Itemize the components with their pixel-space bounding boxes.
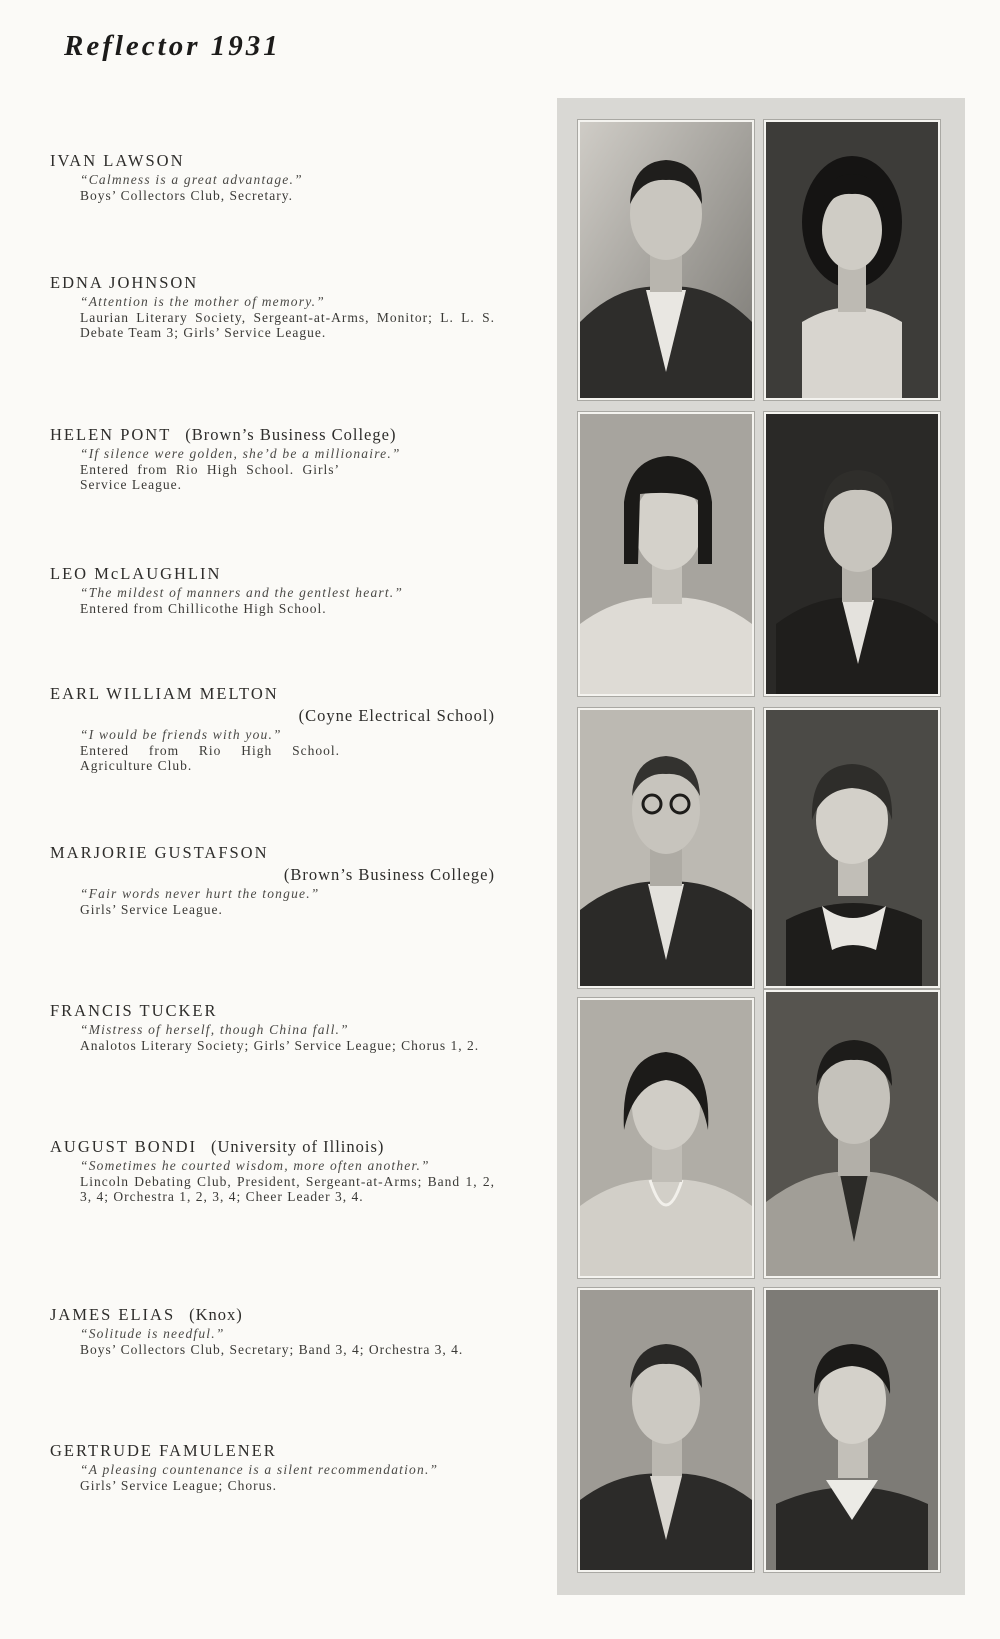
student-activities: Entered from Chillicothe High School. bbox=[80, 601, 327, 616]
student-photo bbox=[764, 708, 940, 988]
student-quote: “Sometimes he courted wisdom, more often another.” bbox=[80, 1158, 430, 1173]
student-photo bbox=[764, 1288, 940, 1572]
student-college: (Brown’s Business College) bbox=[185, 425, 397, 444]
student-activities: Entered from Rio High School. Girls’ Service League. bbox=[80, 462, 340, 492]
student-name: JAMES ELIAS bbox=[50, 1305, 176, 1324]
student-entry bbox=[50, 150, 495, 203]
student-entry bbox=[50, 1440, 495, 1493]
student-activities: Girls’ Service League; Chorus. bbox=[80, 1478, 277, 1493]
student-quote: “Mistress of herself, though China fall.” bbox=[80, 1022, 349, 1037]
student-photo bbox=[764, 412, 940, 696]
student-activities: Boys’ Collectors Club, Secretary. bbox=[80, 188, 293, 203]
student-activities: Analotos Literary Society; Girls’ Service League; Chorus 1, 2. bbox=[80, 1038, 480, 1053]
student-photo bbox=[764, 990, 940, 1278]
student-activities: Laurian Literary Society, Sergeant-at-Arms, Monitor; L. L. S. Debate Team 3; Girls’ Service League. bbox=[80, 310, 495, 340]
student-name: HELEN PONT bbox=[50, 425, 172, 444]
student-name: GERTRUDE FAMULENER bbox=[50, 1441, 277, 1460]
student-photo bbox=[578, 1288, 754, 1572]
student-entry bbox=[50, 1000, 495, 1053]
student-name: FRANCIS TUCKER bbox=[50, 1001, 218, 1020]
student-activities: Boys’ Collectors Club, Secretary; Band 3, 4; Orchestra 3, 4. bbox=[80, 1342, 464, 1357]
student-name: IVAN LAWSON bbox=[50, 151, 185, 170]
student-activities: Lincoln Debating Club, President, Sergeant-at-Arms; Band 1, 2, 3, 4; Orchestra 1, 2, 3, 4; Cheer Leader 3, 4. bbox=[80, 1174, 495, 1204]
student-name: LEO McLAUGHLIN bbox=[50, 564, 222, 583]
student-quote: “Solitude is needful.” bbox=[80, 1326, 225, 1341]
student-activities: Entered from Rio High School. Agriculture Club. bbox=[80, 743, 340, 773]
student-entry bbox=[50, 424, 495, 492]
student-quote: “I would be friends with you.” bbox=[80, 727, 282, 742]
student-entry bbox=[50, 683, 495, 773]
student-entry bbox=[50, 272, 495, 340]
student-photo bbox=[578, 120, 754, 400]
student-quote: “Fair words never hurt the tongue.” bbox=[80, 886, 320, 901]
page-title: Reflector 1931 bbox=[64, 30, 281, 62]
student-quote: “Attention is the mother of memory.” bbox=[80, 294, 325, 309]
student-quote: “If silence were golden, she’d be a millionaire.” bbox=[80, 446, 401, 461]
student-college: (Knox) bbox=[189, 1305, 243, 1324]
student-name: MARJORIE GUSTAFSON bbox=[50, 843, 269, 862]
student-photo bbox=[578, 708, 754, 988]
student-college: (Brown’s Business College) bbox=[283, 865, 495, 884]
student-entry bbox=[50, 842, 495, 917]
student-name: EDNA JOHNSON bbox=[50, 273, 199, 292]
student-name: EARL WILLIAM MELTON bbox=[50, 684, 279, 703]
student-photo bbox=[764, 120, 940, 400]
student-college: (Coyne Electrical School) bbox=[298, 706, 495, 725]
student-college: (University of Illinois) bbox=[211, 1137, 385, 1156]
student-entry bbox=[50, 1304, 495, 1357]
student-quote: “Calmness is a great advantage.” bbox=[80, 172, 303, 187]
student-activities: Girls’ Service League. bbox=[80, 902, 223, 917]
student-entry bbox=[50, 1136, 495, 1204]
student-photo bbox=[578, 412, 754, 696]
student-name: AUGUST BONDI bbox=[50, 1137, 197, 1156]
student-quote: “The mildest of manners and the gentlest heart.” bbox=[80, 585, 404, 600]
student-photo bbox=[578, 998, 754, 1278]
student-quote: “A pleasing countenance is a silent recommendation.” bbox=[80, 1462, 439, 1477]
student-entry bbox=[50, 563, 495, 616]
